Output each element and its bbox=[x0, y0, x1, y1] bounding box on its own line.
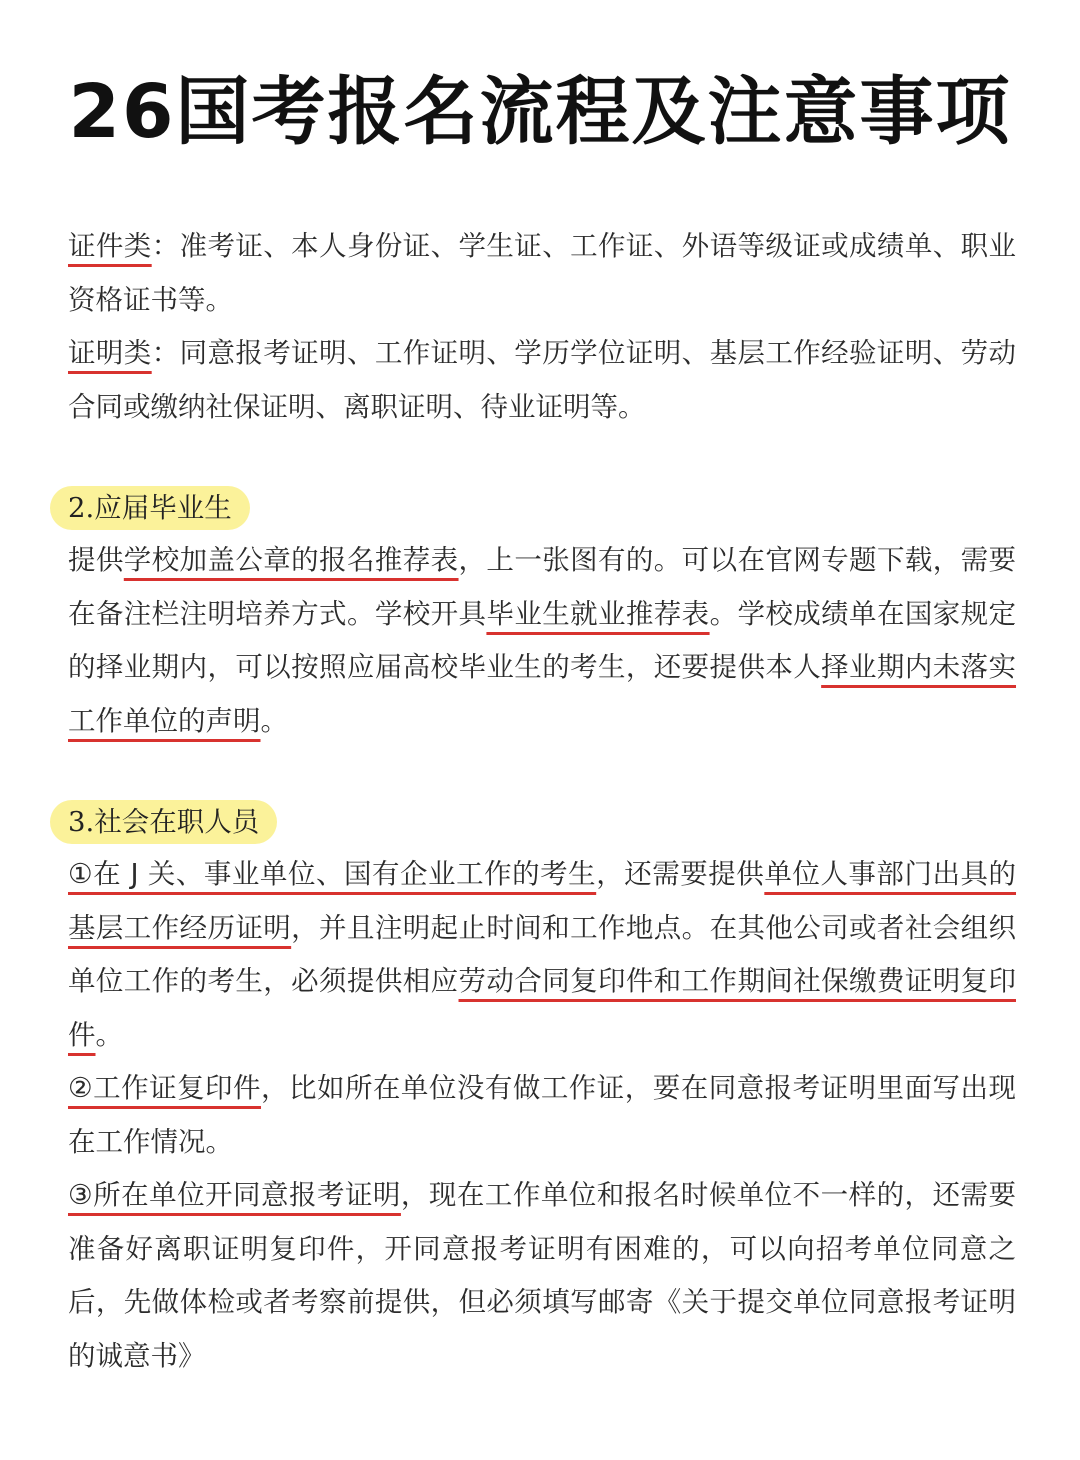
employed-item1-text-2: ，并且注明起止时间和工作地点。在其他公司或者社会组织单位工作的考生，必须提供相应 bbox=[68, 911, 1017, 997]
employed-item1-highlight-3: 劳动合同复印件和工作期间社保缴费证明复印件 bbox=[68, 965, 1016, 1051]
graduates-text-2: ，上一张图有的。可以在官网专题下载，需要在备注栏注明培养方式。学校开具 bbox=[68, 544, 1017, 630]
employed-item1-text-1: ，还需要提供 bbox=[596, 858, 765, 890]
page-title: 26国考报名流程及注意事项 bbox=[68, 69, 1012, 155]
proofs-label: 证明类 bbox=[68, 337, 152, 369]
docs-label: 证件类 bbox=[68, 230, 152, 262]
employed-item3-highlight-1: ③所在单位开同意报考证明 bbox=[68, 1179, 401, 1211]
graduates-highlight-1: 学校加盖公章的报名推荐表 bbox=[123, 544, 459, 576]
graduates-text-4: 。 bbox=[260, 704, 288, 737]
docs-paragraph bbox=[68, 220, 1016, 327]
employed-item2-highlight-1: ②工作证复印件 bbox=[68, 1072, 262, 1104]
employed-item1-highlight-2: 单位人事部门出具的基层工作经历证明 bbox=[68, 858, 1017, 944]
employed-item3-text-1: ，现在工作单位和报名时候单位不一样的，还需要准备好离职证明复印件，开同意报考证明有困难的，可以向招考单位同意之后，先做体检或者考察前提供，但必须填写邮寄《关于提交单位同意报考证明的诚意书》 bbox=[68, 1179, 1017, 1372]
graduates-paragraph bbox=[68, 534, 1016, 748]
employed-item1-highlight-1: ①在 J 关、事业单位、国有企业工作的考生 bbox=[68, 858, 597, 890]
employed-item-1 bbox=[68, 848, 1016, 1062]
graduates-highlight-3: 择业期内未落实工作单位的声明 bbox=[68, 651, 1017, 737]
employed-item2-text-1: ，比如所在单位没有做工作证，要在同意报考证明里面写出现在工作情况。 bbox=[68, 1072, 1016, 1158]
employed-item1-text-3: 。 bbox=[95, 1018, 123, 1051]
graduates-highlight-2: 毕业生就业推荐表 bbox=[486, 597, 710, 630]
graduates-text-1: 提供 bbox=[68, 544, 124, 576]
employed-item-2 bbox=[68, 1062, 1016, 1169]
proofs-text: ：同意报考证明、工作证明、学历学位证明、基层工作经验证明、劳动合同或缴纳社保证明、离职证明、待业证明等。 bbox=[68, 337, 1017, 423]
employed-item-3 bbox=[68, 1169, 1016, 1383]
section-heading-graduates: 2.应届毕业生 bbox=[50, 486, 250, 530]
graduates-text-3: 。学校成绩单在国家规定的择业期内，可以按照应届高校毕业生的考生，还要提供本人 bbox=[68, 597, 1017, 683]
document-body bbox=[68, 220, 1016, 1383]
section-heading-employed: 3.社会在职人员 bbox=[50, 800, 277, 844]
docs-text: ：准考证、本人身份证、学生证、工作证、外语等级证或成绩单、职业资格证书等。 bbox=[68, 230, 1017, 316]
proofs-paragraph bbox=[68, 327, 1016, 434]
